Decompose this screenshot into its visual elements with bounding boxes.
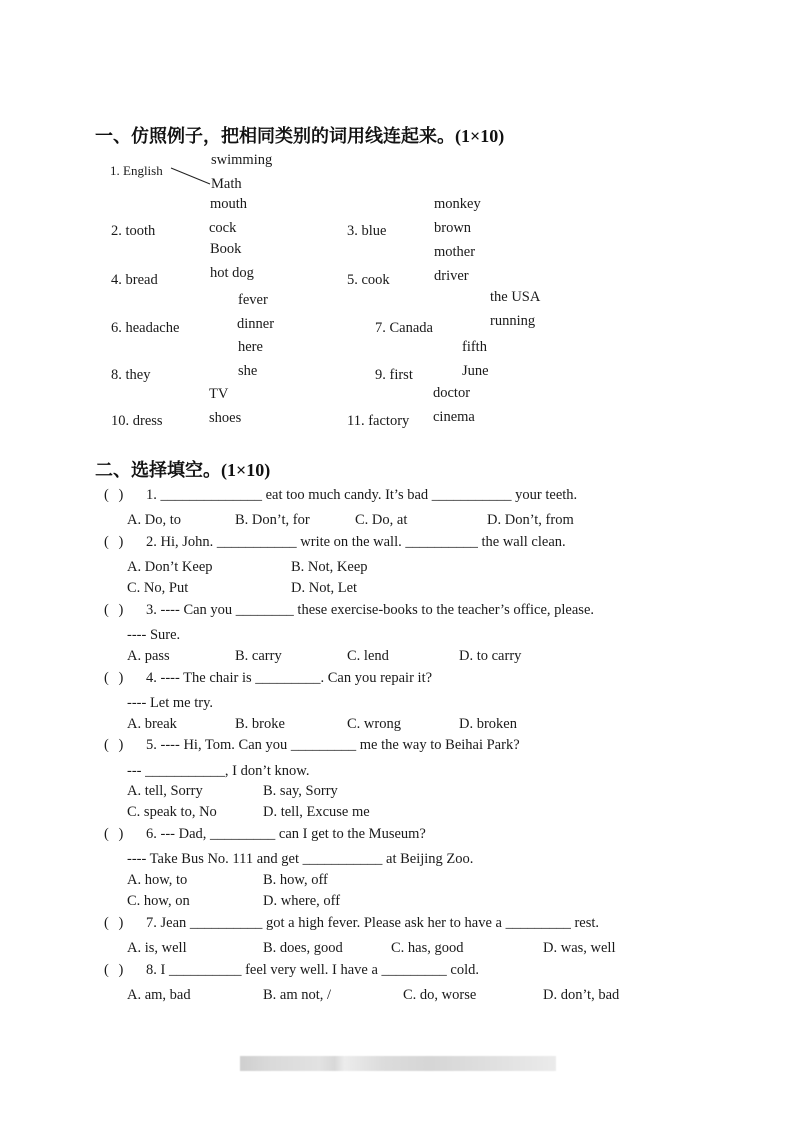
choice-option[interactable]: B. broke — [235, 716, 285, 732]
choice-option[interactable]: B. Not, Keep — [291, 559, 368, 575]
match-prompt[interactable]: 7. Canada — [375, 320, 433, 336]
question-text: 8. I __________ feel very well. I have a _________ cold. — [146, 962, 480, 978]
choice-option[interactable]: A. Do, to — [127, 512, 181, 528]
question-text: 2. Hi, John. ___________ write on the wall. __________ the wall clean. — [146, 534, 566, 550]
match-prompt[interactable]: 9. first — [375, 367, 413, 383]
match-prompt[interactable]: 5. cook — [347, 272, 390, 288]
choice-option[interactable]: B. carry — [235, 648, 282, 664]
choice-option[interactable]: A. am, bad — [127, 987, 191, 1003]
match-option[interactable]: running — [490, 313, 536, 329]
dialogue-line: ---- Let me try. — [127, 695, 214, 711]
section1-score: (1×10) — [455, 126, 505, 146]
choice-option[interactable]: C. do, worse — [403, 987, 477, 1003]
choice-option[interactable]: A. Don’t Keep — [127, 559, 213, 575]
section2-heading — [95, 456, 270, 482]
choice-option[interactable]: D. Not, Let — [291, 580, 358, 596]
question-text: 4. ---- The chair is _________. Can you repair it? — [146, 670, 433, 686]
question-text: 7. Jean __________ got a high fever. Please ask her to have a _________ rest. — [146, 915, 600, 931]
section1-title: 一、仿照例子，把相同类别的词用线连起来。 — [95, 126, 455, 147]
choice-option[interactable]: B. say, Sorry — [263, 783, 338, 799]
answer-blank[interactable]: ( ) — [104, 670, 124, 686]
match-option[interactable]: driver — [434, 268, 469, 284]
choice-option[interactable]: D. tell, Excuse me — [263, 804, 370, 820]
choice-option[interactable]: B. how, off — [263, 872, 328, 888]
choice-option[interactable]: D. was, well — [543, 940, 616, 956]
choice-option[interactable]: D. broken — [459, 716, 517, 732]
answer-blank[interactable]: ( ) — [104, 962, 124, 978]
answer-blank[interactable]: ( ) — [104, 915, 124, 931]
match-option[interactable]: monkey — [434, 196, 481, 212]
choice-option[interactable]: C. how, on — [127, 893, 190, 909]
question-text: 3. ---- Can you ________ these exercise-books to the teacher’s office, please. — [146, 602, 595, 618]
choice-option[interactable]: A. tell, Sorry — [127, 783, 203, 799]
question-text: 5. ---- Hi, Tom. Can you _________ me the way to Beihai Park? — [146, 737, 520, 753]
match-option[interactable]: here — [238, 339, 263, 355]
choice-option[interactable]: B. am not, / — [263, 987, 332, 1003]
match-option[interactable]: brown — [434, 220, 472, 236]
choice-option[interactable]: D. Don’t, from — [487, 512, 574, 528]
match-option[interactable]: the USA — [490, 289, 541, 305]
example-connector-line — [170, 165, 215, 185]
choice-option[interactable]: C. speak to, No — [127, 804, 217, 820]
dialogue-line: ---- Sure. — [127, 627, 181, 643]
choice-option[interactable]: C. wrong — [347, 716, 401, 732]
match-option[interactable]: doctor — [433, 385, 471, 401]
match-option[interactable]: cock — [209, 220, 237, 236]
match-option[interactable]: fifth — [462, 339, 487, 355]
section2-score: (1×10) — [221, 460, 271, 480]
match-prompt[interactable]: 1. English — [110, 163, 163, 178]
dialogue-line: ---- Take Bus No. 111 and get ___________ at Beijing Zoo. — [127, 851, 474, 867]
match-option[interactable]: Math — [211, 176, 242, 192]
match-option[interactable]: shoes — [209, 410, 242, 426]
match-option[interactable]: fever — [238, 292, 268, 308]
match-option[interactable]: swimming — [211, 152, 273, 168]
dialogue-line: --- ___________, I don’t know. — [127, 763, 310, 779]
match-option[interactable]: TV — [209, 386, 229, 402]
choice-option[interactable]: B. does, good — [263, 940, 343, 956]
match-prompt[interactable]: 6. headache — [111, 320, 180, 336]
choice-option[interactable]: A. pass — [127, 648, 170, 664]
choice-option[interactable]: C. No, Put — [127, 580, 189, 596]
match-option[interactable]: hot dog — [210, 265, 254, 281]
match-option[interactable]: mother — [434, 244, 476, 260]
match-option[interactable]: dinner — [237, 316, 275, 332]
choice-option[interactable]: B. Don’t, for — [235, 512, 310, 528]
match-prompt[interactable]: 10. dress — [111, 413, 163, 429]
choice-option[interactable]: C. lend — [347, 648, 389, 664]
answer-blank[interactable]: ( ) — [104, 737, 124, 753]
section1-heading — [95, 122, 504, 148]
match-prompt[interactable]: 11. factory — [347, 413, 410, 429]
answer-blank[interactable]: ( ) — [104, 534, 124, 550]
match-option[interactable]: cinema — [433, 409, 475, 425]
answer-blank[interactable]: ( ) — [104, 602, 124, 618]
choice-option[interactable]: C. Do, at — [355, 512, 408, 528]
match-option[interactable]: mouth — [210, 196, 248, 212]
match-option[interactable]: June — [462, 363, 489, 379]
choice-option[interactable]: A. break — [127, 716, 177, 732]
choice-option[interactable]: D. to carry — [459, 648, 522, 664]
match-option[interactable]: she — [238, 363, 258, 379]
question-text: 1. ______________ eat too much candy. It’s bad ___________ your teeth. — [146, 487, 578, 503]
match-prompt[interactable]: 2. tooth — [111, 223, 156, 239]
match-prompt[interactable]: 3. blue — [347, 223, 387, 239]
choice-option[interactable]: A. how, to — [127, 872, 188, 888]
choice-option[interactable]: A. is, well — [127, 940, 187, 956]
footer-watermark — [240, 1056, 556, 1071]
match-option[interactable]: Book — [210, 241, 242, 257]
match-prompt[interactable]: 4. bread — [111, 272, 158, 288]
section2-title: 二、选择填空。 — [95, 460, 221, 481]
question-text: 6. --- Dad, _________ can I get to the Museum? — [146, 826, 426, 842]
answer-blank[interactable]: ( ) — [104, 826, 124, 842]
choice-option[interactable]: C. has, good — [391, 940, 464, 956]
choice-option[interactable]: D. don’t, bad — [543, 987, 620, 1003]
answer-blank[interactable]: ( ) — [104, 487, 124, 503]
match-prompt[interactable]: 8. they — [111, 367, 151, 383]
choice-option[interactable]: D. where, off — [263, 893, 341, 909]
